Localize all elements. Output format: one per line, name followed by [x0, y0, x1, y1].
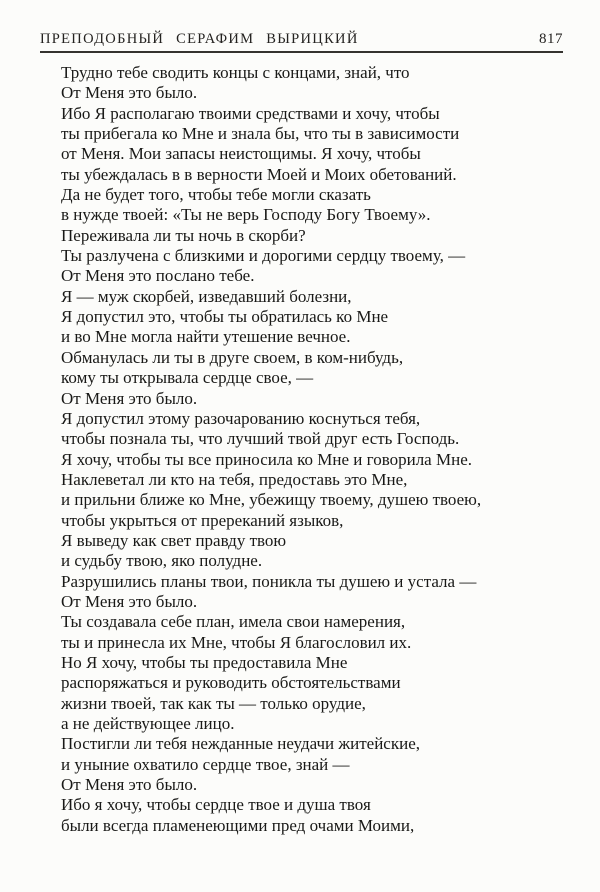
text-line: ты убеждалась в в верности Моей и Моих обетований. [61, 164, 457, 184]
text-line: Трудно тебе сводить концы с концами, знай, что [61, 63, 410, 82]
text-line: чтобы укрыться от пререканий языков, [61, 510, 344, 530]
text-line: жизни твоей, так как ты — только орудие, [61, 693, 366, 713]
text-line: Да не будет того, чтобы тебе могли сказать [61, 185, 371, 205]
text-line: Обманулась ли ты в друге своем, в ком-нибудь, [61, 347, 404, 367]
text-line: Постигли ли тебя нежданные неудачи житейские, [61, 734, 420, 754]
header-title: ПРЕПОДОБНЫЙ СЕРАФИМ ВЫРИЦКИЙ [40, 31, 359, 47]
text-line: От Меня это послано тебе. [61, 266, 255, 286]
text-line: Ибо Я располагаю твоими средствами и хочу, чтобы [61, 103, 440, 123]
text-line: кому ты открывала сердце свое, — [61, 368, 314, 388]
text-line: от Меня. Мои запасы неистощимы. Я хочу, чтобы [61, 144, 421, 164]
text-line: Разрушились планы твои, поникла ты душею и устала — [61, 571, 477, 591]
text-line: и прильни ближе ко Мне, убежищу твоему, душею твоею, [61, 490, 482, 510]
text-line: Ибо я хочу, чтобы сердце твое и душа твоя [61, 795, 371, 815]
page-number: 817 [539, 31, 563, 47]
text-line: Я — муж скорбей, изведавший болезни, [61, 286, 352, 306]
running-header [40, 31, 563, 53]
text-line: и судьбу твою, яко полудне. [61, 551, 263, 571]
text-line: а не действующее лицо. [61, 714, 235, 733]
text-line: Я выведу как свет правду твою [61, 530, 287, 550]
text-line: Наклеветал ли кто на тебя, предоставь это Мне, [61, 469, 408, 489]
text-line: Ты создавала себе план, имела свои намерения, [61, 612, 406, 632]
text-line: От Меня это было. [61, 83, 198, 103]
text-line: От Меня это было. [61, 388, 198, 408]
text-body [61, 63, 566, 836]
text-line: Ты разлучена с близкими и дорогими сердцу твоему, — [61, 246, 466, 266]
text-line: в нужде твоей: «Ты не верь Господу Богу Твоему». [61, 205, 431, 225]
text-line: От Меня это было. [61, 591, 198, 611]
text-line: чтобы познала ты, что лучший твой друг есть Господь. [61, 429, 460, 449]
text-line: Переживала ли ты ночь в скорби? [61, 225, 306, 245]
text-line: Я допустил этому разочарованию коснуться тебя, [61, 408, 421, 428]
text-line: и уныние охватило сердце твое, знай — [61, 754, 350, 774]
text-line: распоряжаться и руководить обстоятельствами [61, 673, 401, 693]
text-line: От Меня это было. [61, 775, 198, 795]
text-line: Но Я хочу, чтобы ты предоставила Мне [61, 652, 348, 672]
text-line: и во Мне могла найти утешение вечное. [61, 327, 351, 347]
text-line: были всегда пламенеющими пред очами Моими, [61, 815, 415, 835]
text-line: ты прибегала ко Мне и знала бы, что ты в зависимости [61, 124, 460, 144]
text-line: Я хочу, чтобы ты все приносила ко Мне и говорила Мне. [61, 449, 472, 469]
text-line: ты и принесла их Мне, чтобы Я благословил их. [61, 632, 412, 652]
text-line: Я допустил это, чтобы ты обратилась ко Мне [61, 307, 389, 327]
